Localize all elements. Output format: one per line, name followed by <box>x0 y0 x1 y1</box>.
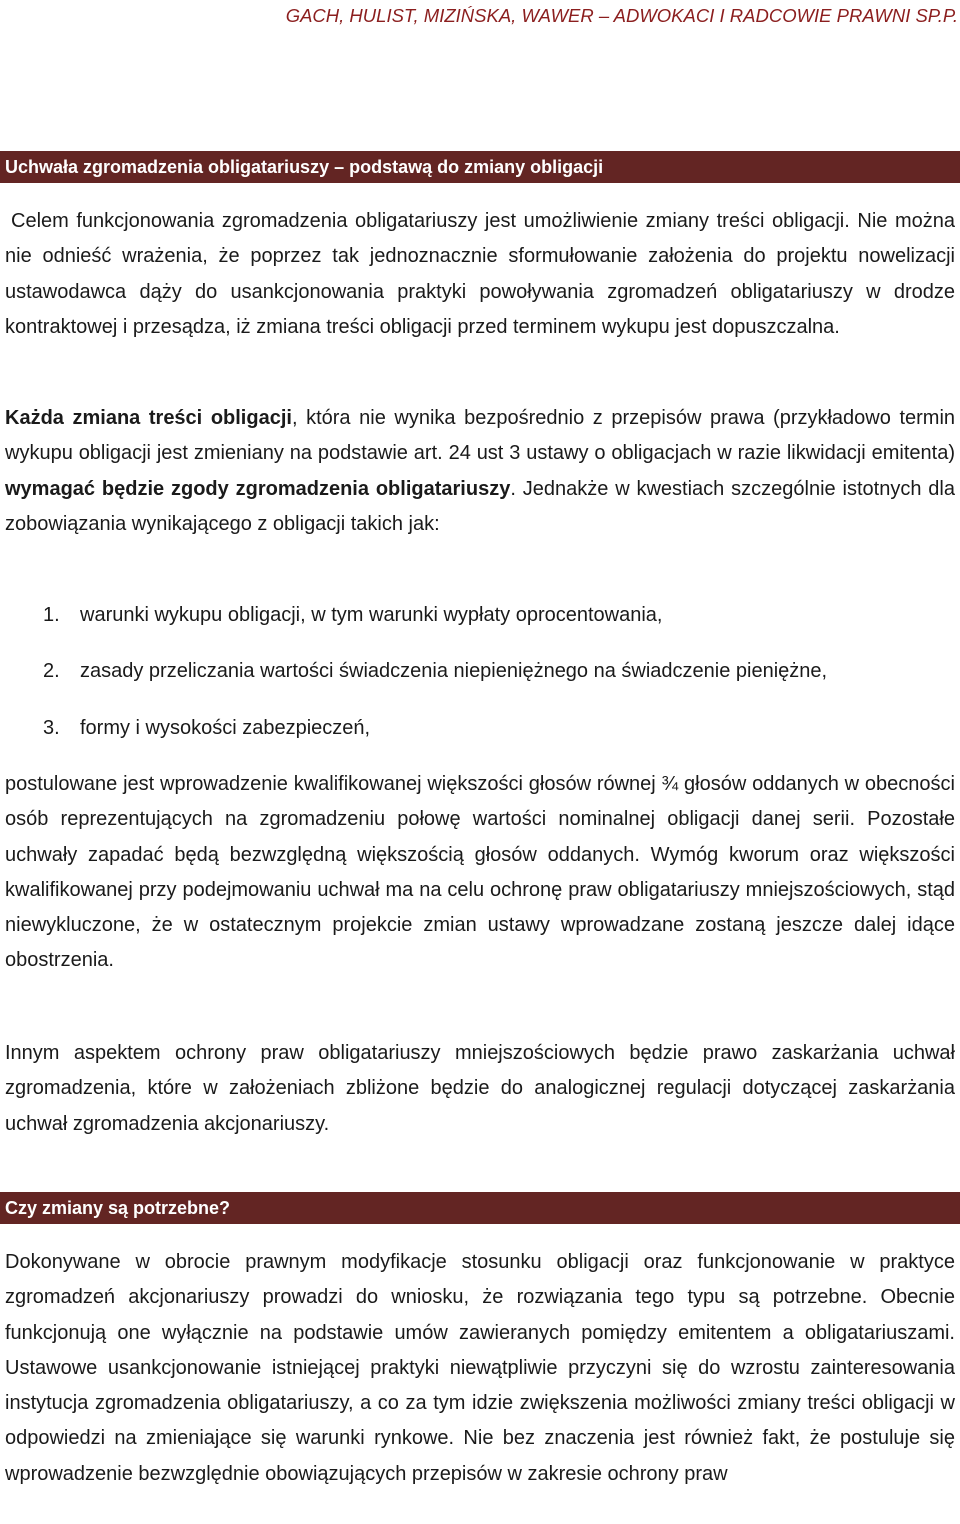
list-text: warunki wykupu obligacji, w tym warunki wypłaty oprocentowania, <box>80 604 663 626</box>
list-number: 1. <box>43 604 60 626</box>
paragraph-intro-text: Celem funkcjonowania zgromadzenia obligatariuszy jest umożliwienie zmiany treści obligacji. Nie można nie odnieść wrażenia, że poprzez tak jednoznacznie sformułowanie założenia do projektu nowelizacji ustawodawca dąży do usankcjonowania praktyki powoływania zgromadzeń obligatariuszy w drodze kontraktowej i przesądza, iż zmiana treści obligacji przed terminem wykupu jest dopuszczalna. <box>5 210 955 338</box>
paragraph-consent-text-2: . Jednakże w kwestiach szczególnie istotnych dla zobowiązania wynikającego z obligacji takich jak: <box>5 477 955 535</box>
paragraph-need: Dokonywane w obrocie prawnym modyfikacje stosunku obligacji oraz funkcjonowanie w praktyce zgromadzeń akcjonariuszy prowadzi do wniosku, że rozwiązania tego typu są potrzebne. Obecnie funkcjonują one wyłącznie na podstawie umów zawieranych pomiędzy emitentem a obligatariuszami. Ustawowe usankcjonowanie istniejącej praktyki niewątpliwie przyczyni się do wzrostu zainteresowania instytucja zgromadzenia obligatariuszy, a co za tym idzie zwiększenia możliwości zmiany treści obligacji w odpowiedzi na zmieniające się warunki rynkowe. Nie bez znaczenia jest również fakt, że postuluje się wprowadzenie bezwzględnie obowiązujących przepisów w zakresie ochrony praw <box>5 1251 955 1485</box>
section-title-czy-zmiany: Czy zmiany są potrzebne? <box>0 1192 960 1224</box>
paragraph-consent <box>5 401 955 542</box>
section-title-uchwala: Uchwała zgromadzenia obligatariuszy – podstawą do zmiany obligacji <box>0 151 960 183</box>
list-number: 3. <box>43 717 60 739</box>
bold-phrase-consent-required: wymagać będzie zgody zgromadzenia obligatariuszy <box>5 477 511 500</box>
page-header: GACH, HULIST, MIZIŃSKA, WAWER – ADWOKACI I RADCOWIE PRAWNI SP.P. <box>285 5 958 26</box>
list-item <box>43 598 662 633</box>
bold-phrase-every-change: Każda zmiana treści obligacji <box>5 407 292 429</box>
list-item <box>43 711 370 746</box>
paragraph-consent-text-1: , która nie wynika bezpośrednio z przepisów prawa (przykładowo termin wykupu obligacji jest zmieniany na podstawie art. 24 ust 3 ustawy o obligacjach w razie likwidacji emitenta) <box>5 407 956 465</box>
list-number: 2. <box>43 660 60 682</box>
list-text: zasady przeliczania wartości świadczenia niepieniężnego na świadczenie pieniężne, <box>80 660 828 682</box>
paragraph-appeal: Innym aspektem ochrony praw obligatariuszy mniejszościowych będzie prawo zaskarżania uchwał zgromadzenia, które w założeniach zbliżone będzie do analogicznej regulacji dotyczącej zaskarżania uchwał zgromadzenia akcjonariuszy. <box>5 1042 955 1135</box>
paragraph-majority: postulowane jest wprowadzenie kwalifikowanej większości głosów równej ¾ głosów oddanych w obecności osób reprezentujących na zgromadzeniu połowę wartości nominalnej obligacji danej serii. Pozostałe uchwały zapadać będą bezwzględną większością głosów oddanych. Wymóg kworum oraz większości kwalifikowanej przy podejmowaniu uchwał ma na celu ochronę praw obligatariuszy mniejszościowych, stąd niewykluczone, że w ostatecznym projekcie zmian ustawy wprowadzane zostaną jeszcze dalej idące obostrzenia. <box>5 773 955 972</box>
list-text: formy i wysokości zabezpieczeń, <box>80 717 371 739</box>
list-item <box>43 654 827 689</box>
paragraph-intro <box>5 204 955 345</box>
